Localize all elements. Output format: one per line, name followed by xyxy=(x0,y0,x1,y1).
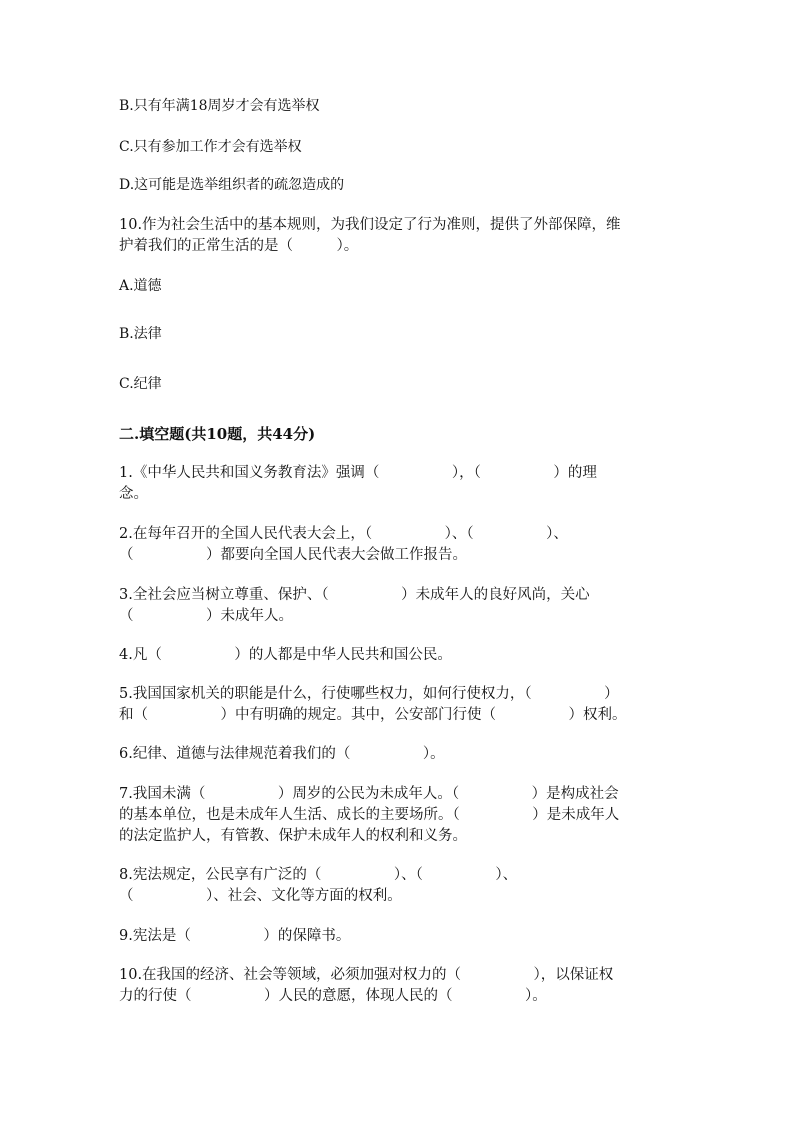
fill-q8-line2: （ ）、社会、文化等方面的权利。 xyxy=(119,888,402,904)
q10-option-c: C.纪律 xyxy=(119,376,162,392)
q9-option-b: B.只有年满18周岁才会有选举权 xyxy=(119,98,320,114)
fill-q3-line1: 3.全社会应当树立尊重、保护、（ ）未成年人的良好风尚，关心 xyxy=(119,587,590,603)
fill-q3-line2: （ ）未成年人。 xyxy=(119,608,293,624)
q9-option-c: C.只有参加工作才会有选举权 xyxy=(119,139,302,155)
fill-q10-line2: 力的行使（ ）人民的意愿，体现人民的（ ）。 xyxy=(119,988,547,1004)
fill-q7-line2: 的基本单位，也是未成年人生活、成长的主要场所。（ ）是未成年人 xyxy=(119,807,620,823)
fill-q7-line1: 7.我国未满（ ）周岁的公民为未成年人。（ ）是构成社会 xyxy=(119,786,619,802)
section-title: 二.填空题(共10题，共44分) xyxy=(119,425,316,443)
q10-option-a: A.道德 xyxy=(119,278,162,294)
fill-q6-line1: 6.纪律、道德与法律规范着我们的（ ）。 xyxy=(119,746,445,762)
fill-q1-line1: 1.《中华人民共和国义务教育法》强调（ ），（ ）的理 xyxy=(119,465,597,481)
fill-q1-line2: 念。 xyxy=(119,486,148,502)
q10-stem-line2: 护着我们的正常生活的是（ ）。 xyxy=(119,238,359,254)
q10-option-b: B.法律 xyxy=(119,326,162,342)
fill-q2-line1: 2.在每年召开的全国人民代表大会上，（ ）、（ ）、 xyxy=(119,526,568,542)
fill-q4-line1: 4.凡（ ）的人都是中华人民共和国公民。 xyxy=(119,647,452,663)
fill-q5-line2: 和（ ）中有明确的规定。其中，公安部门行使（ ）权利。 xyxy=(119,707,627,723)
fill-q5-line1: 5.我国国家机关的职能是什么，行使哪些权力，如何行使权力，（ ） xyxy=(119,686,619,702)
fill-q8-line1: 8.宪法规定，公民享有广泛的（ ）、（ ）、 xyxy=(119,867,518,883)
fill-q10-line1: 10.在我国的经济、社会等领域，必须加强对权力的（ ），以保证权 xyxy=(119,967,614,983)
fill-q7-line3: 的法定监护人，有管教、保护未成年人的权利和义务。 xyxy=(119,828,467,844)
q10-stem-line1: 10.作为社会生活中的基本规则，为我们设定了行为准则，提供了外部保障，维 xyxy=(119,217,621,233)
q9-option-d: D.这可能是选举组织者的疏忽造成的 xyxy=(119,177,345,193)
fill-q9-line1: 9.宪法是（ ）的保障书。 xyxy=(119,928,351,944)
fill-q2-line2: （ ）都要向全国人民代表大会做工作报告。 xyxy=(119,547,467,563)
